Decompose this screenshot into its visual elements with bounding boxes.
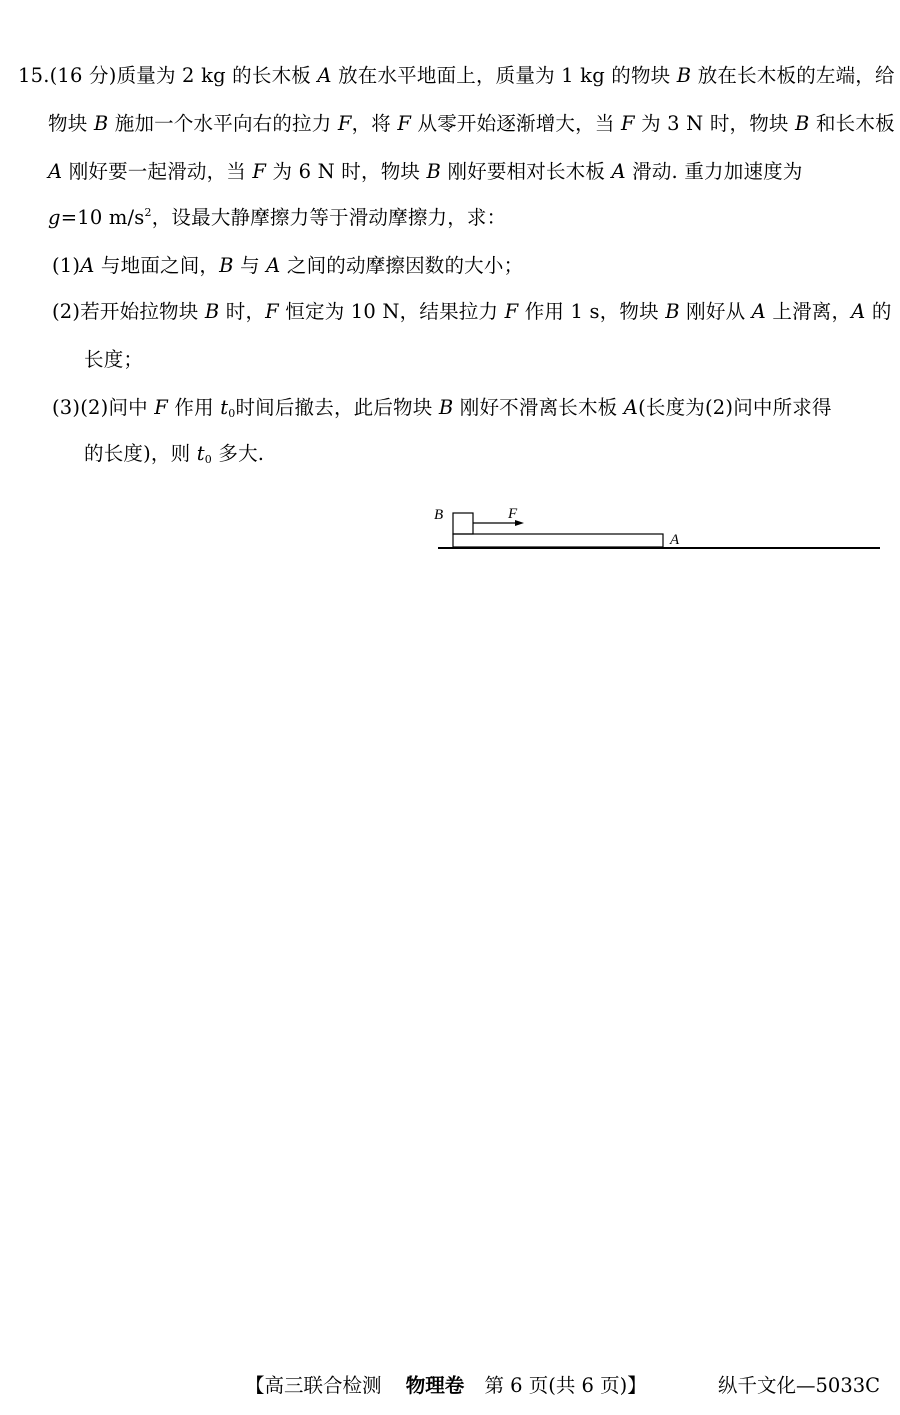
text: 上滑离， (765, 300, 852, 323)
text: 放在长木板的左端，给 (691, 64, 895, 87)
var-F: F (620, 112, 635, 135)
text: 与地面之间， (94, 254, 220, 277)
var-B: B (676, 64, 692, 87)
text: =10 m/s (60, 206, 145, 229)
text: 恒定为 10 N，结果拉力 (278, 300, 505, 323)
var-g: g (48, 206, 61, 229)
text: 与 (233, 254, 267, 277)
question-3 (52, 394, 832, 422)
text: 作用 (167, 396, 221, 419)
var-A: A (611, 160, 626, 183)
text: 刚好从 (679, 300, 752, 323)
text: 为 6 N 时，物块 (266, 160, 427, 183)
board-block-diagram (420, 500, 890, 560)
text: 时， (219, 300, 266, 323)
text: 和长木板 (809, 112, 895, 135)
text: ，设最大静摩擦力等于滑动摩擦力，求： (151, 206, 507, 229)
text: 刚好要一起滑动，当 (62, 160, 253, 183)
var-F: F (265, 300, 279, 323)
var-B: B (665, 300, 680, 323)
block-B (453, 513, 473, 534)
footer-publisher (718, 1373, 880, 1399)
problem-line-4 (48, 204, 506, 232)
text: 从零开始逐渐增大，当 (411, 112, 621, 135)
text: 质量为 2 kg 的长木板 (116, 64, 318, 87)
text: 为 3 N 时，物块 (634, 112, 796, 135)
text: 作用 1 s，物块 (518, 300, 666, 323)
text: 多大. (211, 442, 265, 465)
text: (1) (52, 254, 81, 277)
text: 的 (865, 300, 892, 323)
var-F: F (397, 112, 412, 135)
footer-code: 纵千文化—5033C (718, 1374, 881, 1397)
text: (2)若开始拉物块 (52, 300, 205, 323)
var-F: F (154, 396, 168, 419)
board-A (453, 534, 663, 547)
text: 时间后撤去，此后物块 (235, 396, 439, 419)
footer-page-number: 第 6 页(共 6 页)】 (484, 1374, 647, 1397)
footer-exam-name: 【高三联合检测 (245, 1374, 382, 1397)
var-F: F (252, 160, 267, 183)
var-F: F (337, 112, 352, 135)
text: (3)(2)问中 (52, 396, 155, 419)
var-A: A (80, 254, 95, 277)
text: 物块 (48, 112, 94, 135)
problem-line-2 (48, 110, 895, 138)
subscript: 0 (228, 407, 236, 420)
question-1 (52, 252, 523, 280)
var-B: B (795, 112, 810, 135)
text: 刚好不滑离长木板 (453, 396, 624, 419)
text: ，将 (351, 112, 398, 135)
superscript: 2 (144, 206, 152, 219)
var-B: B (93, 112, 109, 135)
var-A: A (623, 396, 639, 419)
text: 刚好要相对长木板 (441, 160, 612, 183)
var-B: B (438, 396, 454, 419)
var-B: B (426, 160, 442, 183)
text: 的长度)，则 (84, 442, 197, 465)
problem-number: 15. (18, 64, 50, 87)
problem-points: (16 分) (49, 64, 117, 87)
var-t: t (220, 396, 229, 419)
problem-line-1 (18, 62, 895, 90)
var-A: A (751, 300, 766, 323)
subscript: 0 (204, 453, 212, 466)
text: 长度； (84, 348, 144, 371)
question-2-cont (84, 346, 143, 374)
var-F: F (504, 300, 519, 323)
label-A: A (670, 532, 680, 548)
text: 施加一个水平向右的拉力 (108, 112, 338, 135)
var-A: A (266, 254, 281, 277)
var-A: A (48, 160, 63, 183)
label-F: F (508, 506, 518, 522)
var-A: A (317, 64, 332, 87)
var-A: A (851, 300, 866, 323)
problem-line-3 (48, 158, 803, 186)
question-2 (52, 298, 892, 326)
var-t: t (196, 442, 205, 465)
question-3-cont (84, 440, 264, 468)
text: 滑动. 重力加速度为 (625, 160, 803, 183)
page-footer (245, 1373, 647, 1399)
text: 放在水平地面上，质量为 1 kg 的物块 (331, 64, 677, 87)
text: (长度为(2)问中所求得 (638, 396, 832, 419)
var-B: B (204, 300, 220, 323)
var-B: B (219, 254, 234, 277)
footer-subject: 物理卷 (405, 1374, 465, 1397)
label-B: B (434, 507, 444, 523)
text: 之间的动摩擦因数的大小； (280, 254, 524, 277)
